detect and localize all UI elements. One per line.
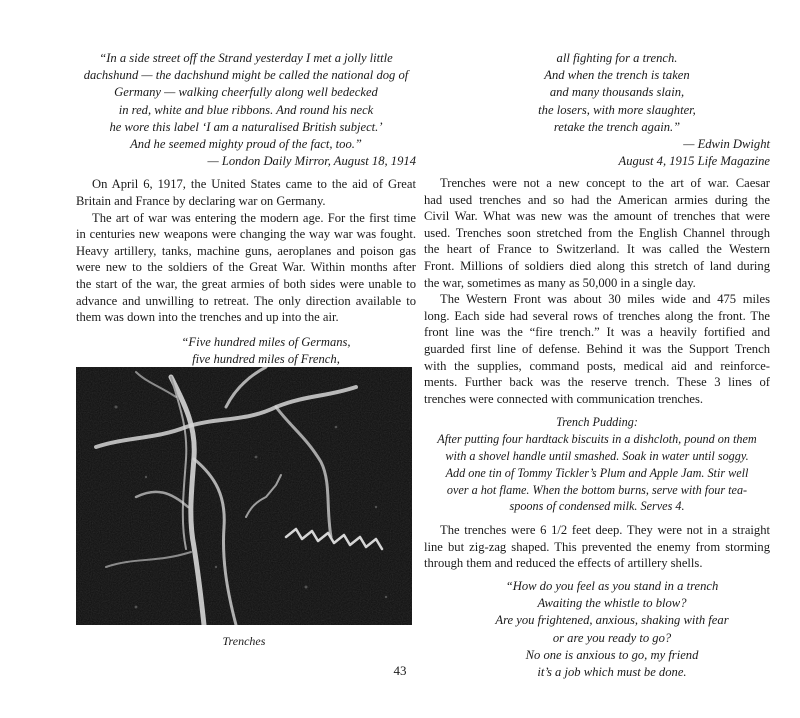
poem-line: it’s a job which must be done.	[537, 664, 687, 679]
text-line: Trenches were not a new concept to the art of war. Caesar	[440, 176, 770, 191]
recipe-line: spoons of condensed milk. Serves 4.	[509, 499, 685, 514]
text-line: Front. Millions of soldiers died along this stretch of land during	[424, 258, 770, 273]
text-line: The art of war was entering the modern age. For the first time	[92, 210, 416, 225]
recipe-line: with a shovel handle until smashed. Soak in water until soggy.	[445, 448, 749, 463]
opening-quote	[76, 50, 416, 170]
page-number: 43	[393, 663, 407, 678]
text-line: the start of the war, the great armies of both sides were unable to	[76, 276, 416, 291]
quote-attribution: — London Daily Mirror, August 18, 1914	[207, 154, 416, 169]
text-line: The Western Front was about 30 miles wide and 475 miles	[440, 292, 770, 307]
text-line: guarded first line of defense. Behind it was the Support Trench	[424, 341, 770, 356]
text-line: trenches were connected with communication trenches.	[424, 391, 704, 406]
text-line: them was down into the trenches and up into the air.	[76, 310, 339, 325]
attribution-source: August 4, 1915 Life Magazine	[618, 154, 770, 169]
poem-attribution	[424, 136, 770, 170]
poem-line: Are you frightened, anxious, shaking with fear	[495, 613, 729, 628]
text-line: through them and reduced the effects of artillery shells.	[424, 556, 703, 571]
text-line: the war, sometimes as many as 50,000 in a single day.	[424, 275, 696, 290]
quote-line: in red, white and blue ribbons. And round his neck	[118, 102, 374, 117]
quote-line: “In a side street off the Strand yesterday I met a jolly little	[99, 51, 393, 65]
poem-line: Awaiting the whistle to blow?	[537, 596, 687, 611]
poem-line: “Five hundred miles of Germans,	[181, 334, 351, 349]
text-line: were new to the soldiers of the Great War. Within months after	[76, 260, 416, 275]
left-column	[76, 50, 416, 385]
recipe-line: over a hot flame. When the bottom burns, serve with four tea-	[446, 482, 748, 497]
text-line: Heavy artillery, tanks, machine guns, aeroplanes and poison gas	[76, 243, 416, 258]
poem-line: all fighting for a trench.	[556, 51, 678, 65]
text-line: front line was the “fire trench.” It was a heavily fortified and	[424, 325, 770, 340]
poem-line: retake the trench again.”	[553, 119, 681, 134]
text-line: ments. Further back was the reserve trench. These 3 lines of	[424, 375, 770, 390]
text-line: had used trenches and so had the American armies during the	[424, 192, 770, 207]
text-line: Britain and France by declaring war on Germany.	[76, 194, 326, 209]
trenches-photo-drawing	[76, 367, 412, 625]
text-line: line but zig-zag shaped. This prevented the enemy from storming	[424, 539, 770, 554]
poem-line: And when the trench is taken	[544, 68, 690, 83]
attribution-author: — Edwin Dwight	[683, 137, 770, 152]
text-line: Civil War. What was new was the amount of trenches that were	[424, 209, 770, 224]
text-line: On April 6, 1917, the United States came to the aid of Great	[92, 177, 416, 192]
text-line: long. Each side had several rows of trenches along the front. The	[424, 308, 770, 323]
text-line: the heart of France to Switzerland. It was called the Western	[424, 242, 770, 257]
right-column	[424, 50, 770, 681]
paragraph-art-of-war	[76, 210, 416, 326]
text-line: advance and unwilling to retreat. The only direction available to	[76, 293, 416, 308]
poem-line: the losers, with more slaughter,	[538, 102, 696, 117]
poem-line: five hundred miles of French,	[192, 351, 340, 366]
quote-line: dachshund — the dachshund might be called the national dog of	[83, 68, 409, 83]
poem-line: “How do you feel as you stand in a trench	[505, 578, 719, 593]
photo-caption: Trenches	[222, 634, 266, 648]
text-line: in centuries new weapons were changing the way war was fought.	[76, 227, 416, 242]
poem-line: and many thousands slain,	[549, 85, 685, 100]
poem-line: or are you ready to go?	[552, 630, 672, 645]
paragraph-trench-depth	[424, 522, 770, 572]
trenches-aerial-photo	[76, 367, 412, 625]
text-line: with the supplies, command posts, medical aid and reinforce-	[424, 358, 770, 373]
poem-end	[424, 50, 770, 136]
paragraph-trench-concept	[424, 175, 770, 291]
trench-pudding-recipe	[424, 414, 770, 515]
recipe-line: After putting four hardtack biscuits in a dishcloth, pound on them	[437, 432, 757, 447]
text-line: The trenches were 6 1/2 feet deep. They were not in a straight	[440, 523, 770, 538]
recipe-title: Trench Pudding:	[556, 415, 638, 430]
text-line: used. Trenches soon stretched from the English Channel through	[424, 225, 770, 240]
paragraph-us-enters-war	[76, 176, 416, 209]
poem-line: No one is anxious to go, my friend	[525, 647, 699, 662]
quote-line: Germany — walking cheerfully along well bedecked	[114, 85, 378, 100]
recipe-line: Add one tin of Tommy Tickler’s Plum and Apple Jam. Stir well	[445, 465, 749, 480]
quote-line: he wore this label ‘I am a naturalised British subject.’	[109, 119, 383, 134]
paragraph-western-front	[424, 291, 770, 407]
quote-line: And he seemed mighty proud of the fact, too.”	[130, 137, 362, 152]
